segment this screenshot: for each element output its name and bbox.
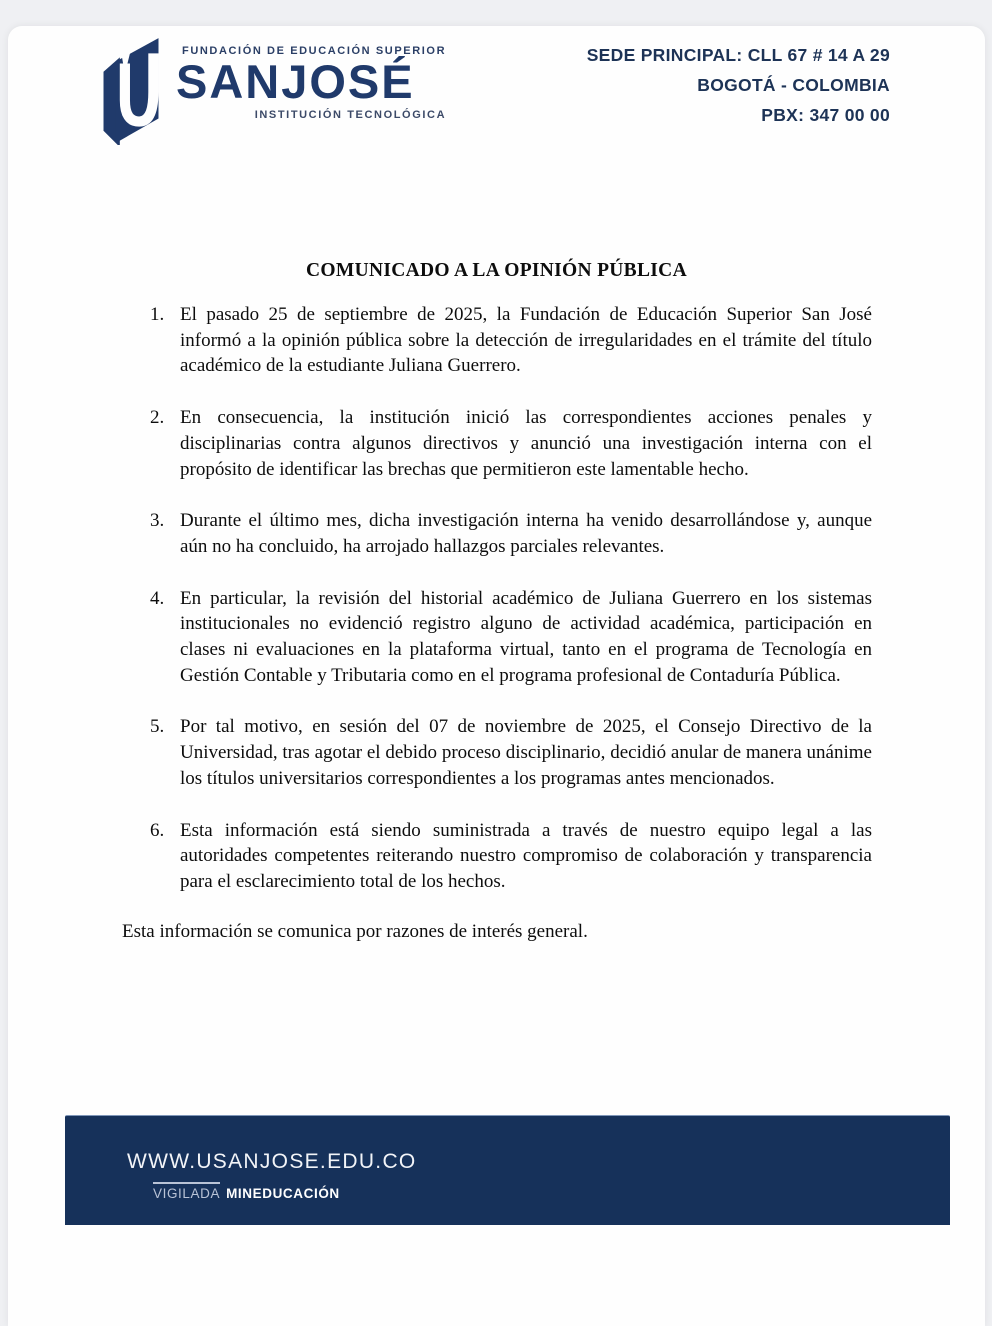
list-item (150, 302, 872, 379)
communique-list (150, 302, 872, 895)
contact-address-line: SEDE PRINCIPAL: CLL 67 # 14 A 29 (586, 45, 890, 65)
mineducacion-label: MINEDUCACIÓN (226, 1186, 340, 1201)
item-number: 6. (150, 819, 165, 841)
footer-bar (65, 1115, 950, 1225)
contact-city-line: BOGOTÁ - COLOMBIA (697, 75, 890, 95)
contact-phone-line: PBX: 347 00 00 (761, 105, 890, 125)
communique-body (8, 260, 985, 943)
list-item (150, 508, 872, 559)
item-text: En particular, la revisión del historial académico de Juliana Guerrero en los sistemas institucionales no evidenció registro alguno de actividad académica, participación en clases ni evaluaciones en la plataforma virtual, tanto en el programa de Tecnología en Gestión Contable y Tributaria como en el programa profesional de Contaduría Pública. (180, 587, 872, 686)
logo-tagline: INSTITUCIÓN TECNOLÓGICA (254, 109, 447, 122)
item-number: 1. (150, 304, 165, 325)
item-text: Por tal motivo, en sesión del 07 de noviembre de 2025, el Consejo Directivo de la Universidad, tras agotar el debido proceso disciplinario, decidió anular de manera unánime los títulos universitarios correspondientes a los programas antes mencionados. (180, 716, 872, 789)
vigilada-label: VIGILADA (153, 1182, 220, 1201)
item-text: En consecuencia, la institución inició las correspondientes acciones penales y disciplinarias contra algunos directivos y anunció una investigación interna con el propósito de identificar las brechas que permitieron este lamentable hecho. (180, 407, 872, 480)
letterhead-logo (100, 33, 446, 145)
vigilada-lockup (153, 1182, 950, 1201)
list-item (150, 586, 872, 689)
website-url: WWW.USANJOSE.EDU.CO (127, 1150, 417, 1173)
contact-block (587, 40, 890, 130)
u-flag-icon (100, 33, 162, 145)
item-number: 4. (150, 587, 165, 609)
logo-wordmark: SANJOSÉ (176, 55, 415, 108)
item-text: Esta información está siendo suministrada a través de nuestro equipo legal a las autoridades competentes reiterando nuestro compromiso de colaboración y transparencia para el esclarecimiento total de los hechos. (180, 819, 872, 892)
logo-text-block (176, 33, 446, 121)
item-number: 3. (150, 510, 165, 532)
list-item (150, 714, 872, 791)
document-title: COMUNICADO A LA OPINIÓN PÚBLICA (306, 260, 687, 281)
item-text: El pasado 25 de septiembre de 2025, la Fundación de Educación Superior San José informó a la opinión pública sobre la detección de irregularidades en el trámite del título académico de la estudiante Juliana Guerrero. (180, 304, 872, 377)
closing-paragraph: Esta información se comunica por razones de interés general. (122, 920, 588, 942)
item-number: 2. (150, 407, 165, 429)
item-text: Durante el último mes, dicha investigación interna ha venido desarrollándose y, aunque aún no ha concluido, ha arrojado hallazgos parciales relevantes. (180, 510, 872, 557)
item-number: 5. (150, 716, 165, 738)
list-item (150, 818, 872, 895)
list-item (150, 405, 872, 482)
logo-fundacion-line: FUNDACIÓN DE EDUCACIÓN SUPERIOR (182, 45, 447, 57)
